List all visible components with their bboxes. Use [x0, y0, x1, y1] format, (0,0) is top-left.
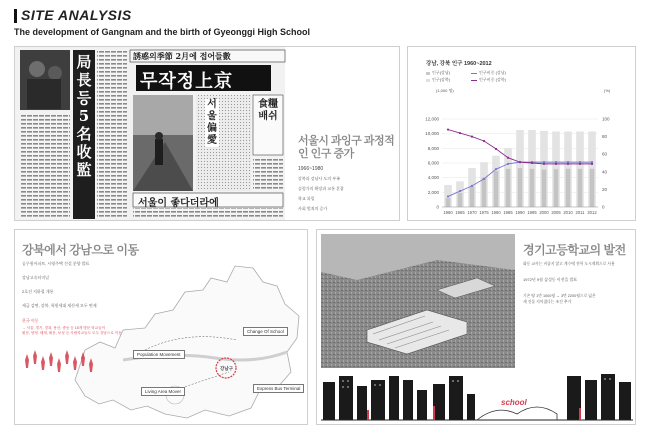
y-tick-label: 2,000	[427, 189, 439, 195]
newspaper-caption: 서울이 좋다더라에	[138, 198, 219, 209]
left-unit: (1,000 명)	[436, 88, 454, 93]
bar-gangnam	[542, 170, 547, 207]
mig-red-title: 한국 이동	[22, 318, 39, 323]
newspaper-vertical-right: 食糧배쉬	[258, 99, 278, 122]
x-tick-label: 1985	[503, 210, 513, 215]
bar-gangnam	[578, 169, 583, 207]
x-tick-label: 1975	[479, 210, 489, 215]
bar-gangnam	[470, 186, 475, 207]
x-tick-label: 1990	[515, 210, 525, 215]
x-tick-label: 1960	[443, 210, 453, 215]
x-tick-label: 2010	[563, 210, 573, 215]
x-tick-label: 2011	[575, 210, 585, 215]
series-point	[507, 163, 509, 165]
y-tick-label: 0	[436, 204, 439, 210]
school-development-panel	[316, 229, 636, 425]
y2-tick-label: 0	[602, 204, 605, 210]
mig-red-line-1: → 서울, 경기, 경복, 용산, 중동 등 15개 명문 학교들이	[22, 326, 106, 330]
y-tick-label: 8,000	[427, 145, 439, 151]
migration-title: 강북에서 강남으로 이동	[22, 243, 139, 257]
y2-tick-label: 60	[602, 151, 608, 157]
bar-gangnam	[482, 178, 487, 207]
newspaper-vertical-headline: 局長등5名收監	[76, 53, 92, 179]
school-note-1: 화동 교사는 비좁지 않고 계수에 전학 도시계획으로 사용	[523, 262, 615, 266]
series-point	[591, 163, 593, 165]
x-tick-label: 2005	[551, 210, 561, 215]
series-point	[531, 162, 533, 164]
population-growth-title: 서울시 과잉구 과정적인 인구 증가	[298, 135, 395, 160]
series-point	[471, 136, 473, 138]
series-point	[447, 195, 449, 197]
note-1: 강북과 강남사 도의 부족	[298, 176, 340, 181]
y2-tick-label: 20	[602, 186, 608, 192]
series-point	[543, 163, 545, 165]
page-title: SITE ANALYSIS	[21, 7, 132, 23]
series-point	[495, 168, 497, 170]
mig-note-4: 세금 감면, 강북, 학원세대 재산세 모두 면제	[22, 303, 97, 308]
migration-map-panel	[14, 229, 308, 425]
y-tick-label: 6,000	[427, 160, 439, 166]
school-label: school	[501, 398, 527, 407]
school-note-3: 기존 땅 1만 1000평 → 3만 2200평으로 넓은	[523, 294, 596, 298]
y2-tick-label: 80	[602, 134, 608, 140]
series-point	[459, 190, 461, 192]
school-development-title: 경기고등학교의 발전	[523, 243, 626, 257]
header-bar	[14, 9, 17, 23]
bar-gangnam	[494, 171, 499, 207]
note-4: 사회 범죄의 증가	[298, 206, 328, 211]
mig-note-1: 공무원아파트, 시영주택 건설 분양 발표	[22, 261, 90, 266]
period-label: 1966~1980	[298, 166, 324, 172]
bar-gangnam	[590, 169, 595, 207]
population-chart	[408, 47, 636, 221]
note-3: 학교 과밀	[298, 196, 315, 201]
chart-title: 강남, 강북 인구 1960~2012	[426, 61, 492, 67]
change-school-label: Change Of School	[243, 327, 288, 336]
school-illustration	[317, 230, 636, 425]
bar-gangnam	[518, 168, 523, 207]
mig-note-3: 2호선 지하철 개통	[22, 289, 54, 294]
x-tick-label: 2012	[587, 210, 597, 215]
legend-gangbuk: 인구(강북)	[432, 77, 451, 82]
bar-gangnam	[506, 169, 511, 207]
series-point	[555, 163, 557, 165]
series-point	[483, 178, 485, 180]
y-tick-label: 4,000	[427, 175, 439, 181]
series-point	[507, 157, 509, 159]
legend-gangnam: 인구(강남)	[432, 70, 451, 75]
series-point	[459, 132, 461, 134]
newspaper-masthead: 誘惑의季節 2月에 접어들數	[133, 51, 231, 61]
series-point	[483, 140, 485, 142]
legend-share-gangnam: 인구비중 (강남)	[479, 70, 506, 75]
bar-gangnam	[458, 193, 463, 207]
bar-gangnam	[554, 169, 559, 207]
y2-tick-label: 100	[602, 116, 610, 122]
bus-terminal-label: Express Bus Terminal	[253, 384, 304, 393]
x-tick-label: 2000	[539, 210, 549, 215]
series-point	[495, 148, 497, 150]
mig-note-2: 강남고속터미널	[22, 275, 50, 280]
bar-gangnam	[530, 169, 535, 207]
series-point	[567, 163, 569, 165]
gangnam-label: 강남구	[220, 366, 234, 371]
series-point	[579, 163, 581, 165]
page-subtitle: The development of Gangnam and the birth of Gyeonggi High School	[14, 27, 311, 37]
bar-gangnam	[446, 198, 451, 207]
school-note-2: 1972년 9월 삼성동 이전을 발표	[523, 277, 578, 282]
bar-gangnam	[566, 169, 571, 207]
living-area-label: Living Area Mover	[141, 387, 185, 396]
x-tick-label: 1965	[455, 210, 465, 215]
y-tick-label: 10,000	[425, 131, 439, 137]
series-point	[447, 128, 449, 130]
legend-share-gangbuk: 인구비중 (강북)	[479, 77, 506, 82]
newspaper-panel	[14, 46, 400, 221]
school-note-4: 새 건물 지어졌다는 조건 추가	[523, 300, 572, 304]
x-tick-label: 1970	[467, 210, 477, 215]
right-unit: (%)	[604, 88, 611, 93]
x-tick-label: 1980	[491, 210, 501, 215]
series-point	[471, 185, 473, 187]
note-2: 슬럼가의 확장과 교통 혼잡	[298, 186, 344, 191]
y2-tick-label: 40	[602, 169, 608, 175]
x-tick-label: 1995	[527, 210, 537, 215]
population-movement-label: Population Movement	[133, 350, 185, 359]
newspaper-big-headline: 무작정上京	[140, 71, 234, 92]
newspaper-vertical-seoul: 서울偏愛	[207, 99, 217, 146]
population-chart-panel	[407, 46, 636, 221]
y-tick-label: 12,000	[425, 116, 439, 122]
mig-red-line-2: 휘문, 양정, 배재, 휘문, 보성 등 사립학교들도 모두 강남으로 이동	[22, 331, 122, 335]
series-point	[519, 161, 521, 163]
